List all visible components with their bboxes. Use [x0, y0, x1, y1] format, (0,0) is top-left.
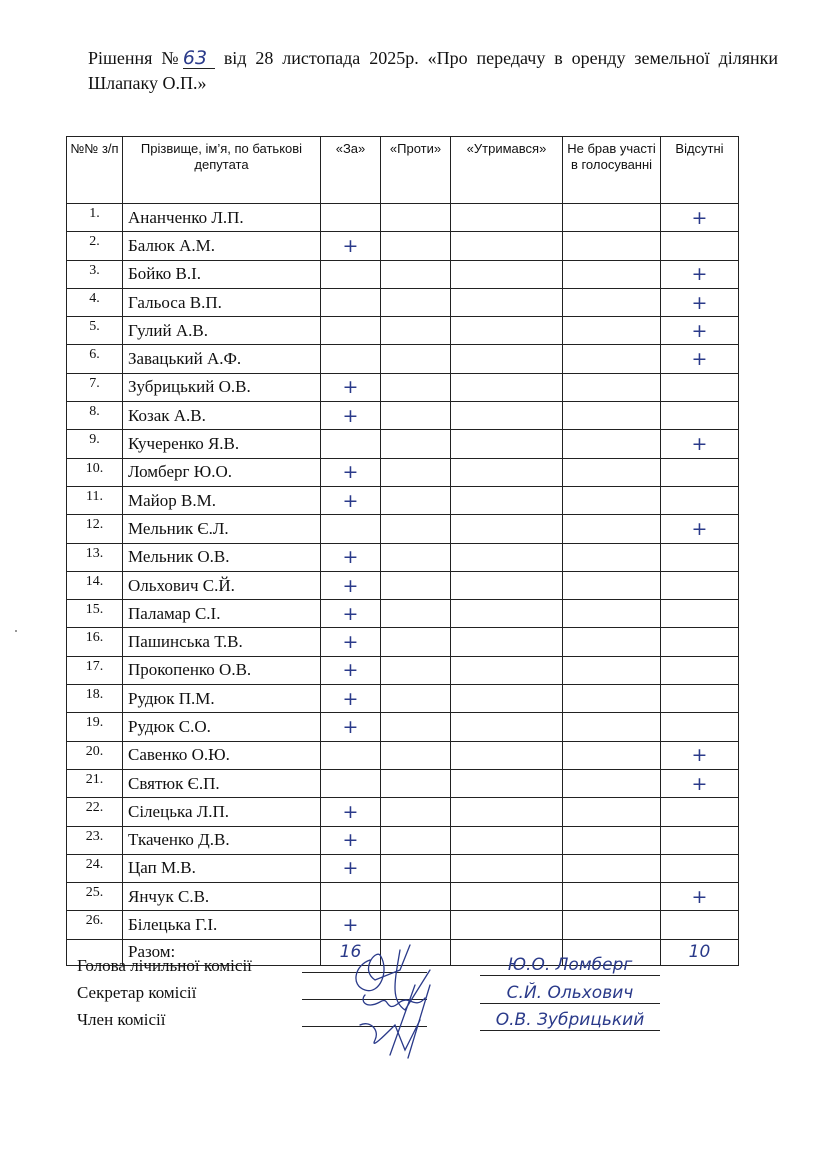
vote-abstain-cell: [451, 260, 563, 288]
vote-not-voted-cell: [563, 883, 661, 911]
vote-abstain-cell: [451, 543, 563, 571]
row-number: 2.: [67, 232, 123, 260]
vote-absent-cell: +: [661, 288, 739, 316]
deputy-name: Янчук С.В.: [123, 883, 321, 911]
row-number: 19.: [67, 713, 123, 741]
deputy-name: Бойко В.І.: [123, 260, 321, 288]
vote-against-cell: [381, 232, 451, 260]
table-row: [67, 883, 739, 911]
vote-abstain-cell: [451, 628, 563, 656]
vote-abstain-cell: [451, 883, 563, 911]
vote-abstain-cell: [451, 515, 563, 543]
title-text: від 28 листопада 2025р. «Про передачу в оренду земельної ділянки Шлапаку О.П.»: [88, 48, 778, 93]
vote-absent-cell: +: [661, 317, 739, 345]
vote-not-voted-cell: [563, 713, 661, 741]
vote-absent-cell: [661, 402, 739, 430]
table-row: [67, 713, 739, 741]
row-number: 23.: [67, 826, 123, 854]
table-row: [67, 911, 739, 939]
vote-for-cell: +: [321, 911, 381, 939]
vote-abstain-cell: [451, 204, 563, 232]
vote-not-voted-cell: [563, 571, 661, 599]
vote-for-cell: [321, 288, 381, 316]
vote-against-cell: [381, 260, 451, 288]
table-row: [67, 232, 739, 260]
table-row: [67, 515, 739, 543]
vote-for-cell: +: [321, 656, 381, 684]
vote-abstain-cell: [451, 571, 563, 599]
vote-abstain-cell: [451, 317, 563, 345]
deputy-name: Рудюк П.М.: [123, 685, 321, 713]
deputy-name: Паламар С.І.: [123, 600, 321, 628]
vote-absent-cell: [661, 373, 739, 401]
row-number: 6.: [67, 345, 123, 373]
row-number: 12.: [67, 515, 123, 543]
vote-not-voted-cell: [563, 373, 661, 401]
vote-abstain-cell: [451, 402, 563, 430]
vote-absent-cell: +: [661, 515, 739, 543]
vote-absent-cell: [661, 656, 739, 684]
vote-absent-cell: [661, 486, 739, 514]
table-row: [67, 317, 739, 345]
header-name: Прізвище, ім’я, по батькові депутата: [123, 137, 321, 204]
deputy-name: Мельник О.В.: [123, 543, 321, 571]
vote-for-cell: +: [321, 402, 381, 430]
vote-for-cell: +: [321, 713, 381, 741]
member-name: О.В. Зубрицький: [480, 1010, 660, 1031]
vote-against-cell: [381, 628, 451, 656]
vote-not-voted-cell: [563, 741, 661, 769]
vote-not-voted-cell: [563, 769, 661, 797]
vote-not-voted-cell: [563, 798, 661, 826]
vote-against-cell: [381, 543, 451, 571]
deputy-name: Ольхович С.Й.: [123, 571, 321, 599]
row-number: 4.: [67, 288, 123, 316]
table-row: [67, 571, 739, 599]
vote-against-cell: [381, 713, 451, 741]
total-absent: 10: [661, 939, 739, 965]
vote-not-voted-cell: [563, 515, 661, 543]
vote-not-voted-cell: [563, 628, 661, 656]
row-number: 1.: [67, 204, 123, 232]
table-row: [67, 656, 739, 684]
vote-for-cell: [321, 515, 381, 543]
deputy-name: Ломберг Ю.О.: [123, 458, 321, 486]
row-number: 22.: [67, 798, 123, 826]
vote-absent-cell: [661, 571, 739, 599]
row-number: 10.: [67, 458, 123, 486]
header-for: «За»: [321, 137, 381, 204]
header-against: «Проти»: [381, 137, 451, 204]
vote-for-cell: [321, 883, 381, 911]
row-number: 3.: [67, 260, 123, 288]
vote-not-voted-cell: [563, 402, 661, 430]
vote-absent-cell: [661, 854, 739, 882]
vote-against-cell: [381, 373, 451, 401]
row-number: 7.: [67, 373, 123, 401]
decision-title: [88, 46, 778, 96]
vote-for-cell: [321, 317, 381, 345]
vote-not-voted-cell: [563, 911, 661, 939]
table-row: [67, 402, 739, 430]
vote-absent-cell: [661, 685, 739, 713]
deputy-name: Козак А.В.: [123, 402, 321, 430]
table-row: [67, 600, 739, 628]
header-absent: Відсутні: [661, 137, 739, 204]
deputy-name: Пашинська Т.В.: [123, 628, 321, 656]
vote-not-voted-cell: [563, 345, 661, 373]
vote-not-voted-cell: [563, 486, 661, 514]
table-row: [67, 769, 739, 797]
vote-for-cell: [321, 260, 381, 288]
vote-against-cell: [381, 911, 451, 939]
vote-for-cell: +: [321, 543, 381, 571]
table-row: [67, 798, 739, 826]
header-not-voted: Не брав участі в голосуванні: [563, 137, 661, 204]
deputy-name: Гулий А.В.: [123, 317, 321, 345]
vote-against-cell: [381, 685, 451, 713]
deputy-name: Кучеренко Я.В.: [123, 430, 321, 458]
deputy-name: Завацький А.Ф.: [123, 345, 321, 373]
vote-abstain-cell: [451, 741, 563, 769]
deputy-name: Святюк Є.П.: [123, 769, 321, 797]
decision-number: 63: [183, 48, 215, 69]
vote-absent-cell: +: [661, 345, 739, 373]
vote-not-voted-cell: [563, 685, 661, 713]
vote-for-cell: +: [321, 826, 381, 854]
deputy-name: Цап М.В.: [123, 854, 321, 882]
vote-for-cell: [321, 345, 381, 373]
vote-not-voted-cell: [563, 826, 661, 854]
vote-for-cell: +: [321, 571, 381, 599]
total-label: Разом:: [123, 939, 321, 965]
vote-for-cell: +: [321, 486, 381, 514]
secretary-label: Секретар комісії: [77, 983, 197, 1002]
vote-not-voted-cell: [563, 656, 661, 684]
vote-not-voted-cell: [563, 317, 661, 345]
vote-for-cell: +: [321, 458, 381, 486]
vote-not-voted-cell: [563, 430, 661, 458]
vote-absent-cell: +: [661, 260, 739, 288]
deputy-name: Балюк А.М.: [123, 232, 321, 260]
table-row: [67, 345, 739, 373]
vote-abstain-cell: [451, 911, 563, 939]
deputy-name: Мельник Є.Л.: [123, 515, 321, 543]
vote-against-cell: [381, 854, 451, 882]
vote-not-voted-cell: [563, 600, 661, 628]
scan-speck: [15, 630, 17, 632]
title-prefix: Рішення №: [88, 48, 183, 68]
vote-not-voted-cell: [563, 543, 661, 571]
vote-not-voted-cell: [563, 854, 661, 882]
vote-for-cell: [321, 204, 381, 232]
deputy-name: Савенко О.Ю.: [123, 741, 321, 769]
vote-for-cell: +: [321, 854, 381, 882]
vote-abstain-cell: [451, 430, 563, 458]
handwritten-signatures: [330, 940, 460, 1060]
row-number: 15.: [67, 600, 123, 628]
vote-for-cell: +: [321, 798, 381, 826]
vote-against-cell: [381, 798, 451, 826]
deputy-name: Білецька Г.І.: [123, 911, 321, 939]
vote-against-cell: [381, 317, 451, 345]
vote-absent-cell: [661, 798, 739, 826]
vote-abstain-cell: [451, 826, 563, 854]
vote-absent-cell: +: [661, 204, 739, 232]
deputy-name: Рудюк С.О.: [123, 713, 321, 741]
header-number: №№ з/п: [67, 137, 123, 204]
vote-against-cell: [381, 656, 451, 684]
deputy-name: Сілецька Л.П.: [123, 798, 321, 826]
vote-absent-cell: [661, 600, 739, 628]
vote-absent-cell: [661, 232, 739, 260]
table-row: [67, 854, 739, 882]
vote-for-cell: +: [321, 232, 381, 260]
vote-against-cell: [381, 430, 451, 458]
vote-against-cell: [381, 345, 451, 373]
vote-abstain-cell: [451, 458, 563, 486]
vote-absent-cell: [661, 628, 739, 656]
table-row: [67, 486, 739, 514]
row-number: 26.: [67, 911, 123, 939]
chair-label: Голова лічильної комісії: [77, 956, 252, 975]
table-row: [67, 741, 739, 769]
row-number: 18.: [67, 685, 123, 713]
header-abstain: «Утримався»: [451, 137, 563, 204]
row-number: 21.: [67, 769, 123, 797]
vote-not-voted-cell: [563, 458, 661, 486]
table-row: [67, 543, 739, 571]
table-row: [67, 685, 739, 713]
vote-abstain-cell: [451, 685, 563, 713]
vote-against-cell: [381, 402, 451, 430]
vote-abstain-cell: [451, 373, 563, 401]
vote-absent-cell: [661, 458, 739, 486]
vote-for-cell: +: [321, 373, 381, 401]
vote-table-body: [67, 204, 739, 940]
vote-for-cell: [321, 769, 381, 797]
vote-against-cell: [381, 486, 451, 514]
vote-against-cell: [381, 288, 451, 316]
vote-for-cell: +: [321, 685, 381, 713]
vote-for-cell: +: [321, 628, 381, 656]
vote-absent-cell: +: [661, 769, 739, 797]
vote-abstain-cell: [451, 798, 563, 826]
deputy-name: Зубрицький О.В.: [123, 373, 321, 401]
row-number: 16.: [67, 628, 123, 656]
deputy-name: Ткаченко Д.В.: [123, 826, 321, 854]
vote-absent-cell: [661, 713, 739, 741]
member-label: Член комісії: [77, 1010, 166, 1029]
vote-abstain-cell: [451, 232, 563, 260]
row-number: 5.: [67, 317, 123, 345]
vote-for-cell: +: [321, 600, 381, 628]
vote-absent-cell: +: [661, 430, 739, 458]
vote-absent-cell: [661, 911, 739, 939]
secretary-name: С.Й. Ольхович: [480, 983, 660, 1004]
vote-abstain-cell: [451, 486, 563, 514]
table-row: [67, 260, 739, 288]
table-row: [67, 826, 739, 854]
row-number: 9.: [67, 430, 123, 458]
vote-abstain-cell: [451, 713, 563, 741]
vote-against-cell: [381, 515, 451, 543]
table-row: [67, 430, 739, 458]
vote-against-cell: [381, 458, 451, 486]
row-number: 24.: [67, 854, 123, 882]
vote-table-header: [67, 137, 739, 204]
vote-not-voted-cell: [563, 288, 661, 316]
vote-against-cell: [381, 826, 451, 854]
vote-abstain-cell: [451, 656, 563, 684]
table-row: [67, 288, 739, 316]
total-for: 16: [321, 939, 381, 965]
vote-abstain-cell: [451, 854, 563, 882]
vote-abstain-cell: [451, 600, 563, 628]
vote-abstain-cell: [451, 288, 563, 316]
vote-table: [66, 136, 739, 966]
vote-absent-cell: +: [661, 741, 739, 769]
vote-for-cell: [321, 741, 381, 769]
row-number: 11.: [67, 486, 123, 514]
row-number: 14.: [67, 571, 123, 599]
table-row: [67, 458, 739, 486]
row-number: 25.: [67, 883, 123, 911]
deputy-name: Майор В.М.: [123, 486, 321, 514]
vote-not-voted-cell: [563, 260, 661, 288]
vote-absent-cell: [661, 826, 739, 854]
deputy-name: Прокопенко О.В.: [123, 656, 321, 684]
vote-not-voted-cell: [563, 232, 661, 260]
deputy-name: Ананченко Л.П.: [123, 204, 321, 232]
vote-against-cell: [381, 769, 451, 797]
vote-against-cell: [381, 204, 451, 232]
chair-name: Ю.О. Ломберг: [480, 955, 660, 976]
vote-against-cell: [381, 883, 451, 911]
row-number: 8.: [67, 402, 123, 430]
vote-absent-cell: +: [661, 883, 739, 911]
vote-absent-cell: [661, 543, 739, 571]
vote-abstain-cell: [451, 345, 563, 373]
vote-against-cell: [381, 600, 451, 628]
vote-against-cell: [381, 571, 451, 599]
vote-for-cell: [321, 430, 381, 458]
table-row: [67, 204, 739, 232]
row-number: 17.: [67, 656, 123, 684]
row-number: 20.: [67, 741, 123, 769]
vote-abstain-cell: [451, 769, 563, 797]
vote-against-cell: [381, 741, 451, 769]
deputy-name: Гальоса В.П.: [123, 288, 321, 316]
table-row: [67, 628, 739, 656]
table-row: [67, 373, 739, 401]
vote-not-voted-cell: [563, 204, 661, 232]
row-number: 13.: [67, 543, 123, 571]
